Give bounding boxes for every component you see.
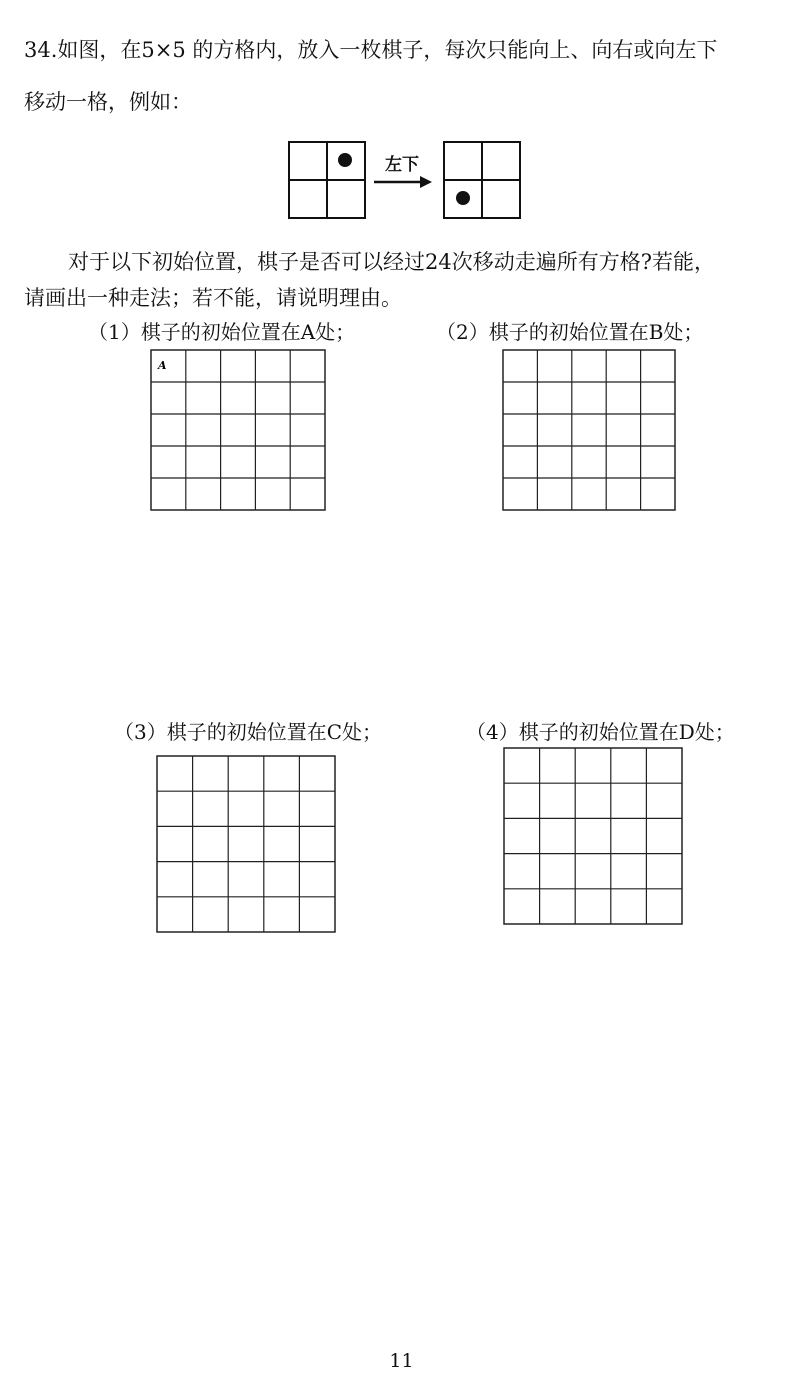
arrow-label: 左下 xyxy=(385,155,419,175)
grid-border xyxy=(504,748,682,924)
grid-border xyxy=(157,756,335,932)
part-4-label: （4）棋子的初始位置在D处； xyxy=(466,720,735,744)
example-grid-after xyxy=(443,141,521,219)
grid-border xyxy=(151,350,325,510)
arrow-right-icon xyxy=(372,175,434,189)
grid-part-2 xyxy=(502,349,676,511)
problem-line-4: 请画出一种走法；若不能，请说明理由。 xyxy=(24,286,402,310)
problem-line-2: 移动一格，例如： xyxy=(24,90,192,114)
grid-border xyxy=(503,350,675,510)
grid-part-4 xyxy=(503,747,683,925)
part-2-label: （2）棋子的初始位置在B处； xyxy=(436,320,704,344)
example-grid-before xyxy=(288,141,366,219)
grid-part-3 xyxy=(156,755,336,933)
example-arrow xyxy=(372,150,434,189)
problem-line-3: 对于以下初始位置，棋子是否可以经过24次移动走遍所有方格?若能， xyxy=(68,250,715,274)
chess-piece-after xyxy=(456,191,470,205)
page-number: 11 xyxy=(389,1350,414,1372)
part-1-label: （1）棋子的初始位置在A处； xyxy=(88,320,356,344)
chess-piece-before xyxy=(338,153,352,167)
corner-mark-a: A xyxy=(158,359,167,372)
part-3-label: （3）棋子的初始位置在C处； xyxy=(114,720,383,744)
problem-line-1: 34.如图，在5×5 的方格内，放入一枚棋子，每次只能向上、向右或向左下 xyxy=(24,38,718,62)
grid-part-1 xyxy=(150,349,326,511)
